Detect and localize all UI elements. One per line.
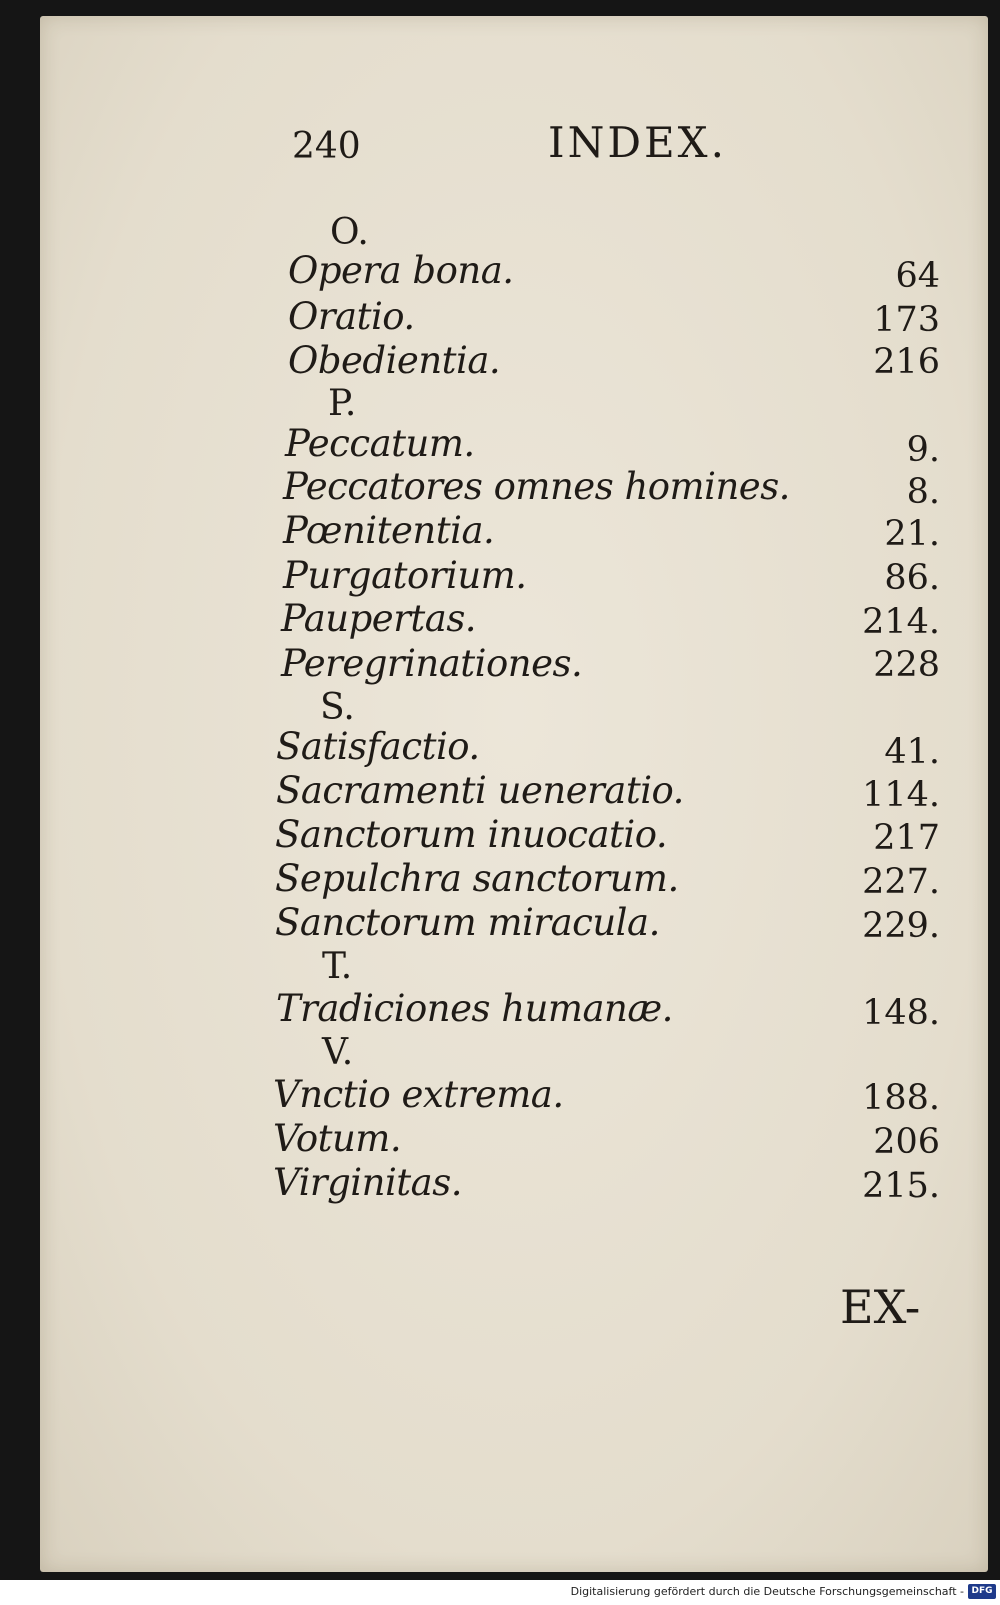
section-letter-v: V. xyxy=(322,1032,354,1073)
index-page-ref: 148. xyxy=(862,993,940,1033)
index-page-ref: 214. xyxy=(862,602,940,642)
index-term: Satisfactio. xyxy=(276,725,480,768)
index-term: Peccatores omnes homines. xyxy=(283,465,790,508)
section-letter-p: P. xyxy=(328,383,357,424)
index-term: Opera bona. xyxy=(288,249,514,292)
section-letter-t: T. xyxy=(322,946,353,987)
index-page-ref: 228 xyxy=(873,645,940,685)
index-term: Virginitas. xyxy=(273,1161,462,1204)
index-term: Sepulchra sanctorum. xyxy=(275,857,679,900)
index-page-ref: 227. xyxy=(862,862,940,902)
index-page-ref: 41. xyxy=(884,732,940,772)
index-page-ref: 216 xyxy=(873,342,940,382)
index-term: Obedientia. xyxy=(288,339,501,382)
index-page-ref: 229. xyxy=(862,906,940,946)
index-term: Peregrinationes. xyxy=(281,642,583,685)
index-page-ref: 173 xyxy=(873,300,940,340)
index-term: Paupertas. xyxy=(281,597,477,640)
index-page-ref: 217 xyxy=(873,818,940,858)
index-term: Sacramenti ueneratio. xyxy=(276,769,684,812)
page-number: 240 xyxy=(292,126,361,167)
footer-bar xyxy=(0,1580,1000,1605)
section-letter-o: O. xyxy=(330,212,369,253)
index-page-ref: 114. xyxy=(862,775,940,815)
index-page-ref: 86. xyxy=(884,558,940,598)
section-letter-s: S. xyxy=(320,687,355,728)
index-term: Tradiciones humanæ. xyxy=(276,987,673,1030)
index-page-ref: 215. xyxy=(862,1166,940,1206)
index-term: Vnctio extrema. xyxy=(273,1073,564,1116)
index-page-ref: 21. xyxy=(884,514,940,554)
index-term: Sanctorum miracula. xyxy=(275,901,660,944)
index-term: Votum. xyxy=(273,1117,402,1160)
index-page-ref: 64 xyxy=(895,256,940,296)
index-page-ref: 206 xyxy=(873,1122,940,1162)
index-term: Oratio. xyxy=(288,295,415,338)
index-term: Pœnitentia. xyxy=(283,509,495,552)
index-page-ref: 9. xyxy=(906,430,940,470)
index-term: Peccatum. xyxy=(285,422,475,465)
catchword: EX- xyxy=(840,1280,921,1334)
index-page-ref: 188. xyxy=(862,1078,940,1118)
index-term: Purgatorium. xyxy=(283,554,527,597)
index-page-ref: 8. xyxy=(906,472,940,512)
index-term: Sanctorum inuocatio. xyxy=(275,813,668,856)
page-title: INDEX. xyxy=(548,118,727,167)
footer-credit: Digitalisierung gefördert durch die Deutsche Forschungsgemeinschaft - xyxy=(570,1585,964,1598)
dfg-logo: DFG xyxy=(968,1584,996,1599)
